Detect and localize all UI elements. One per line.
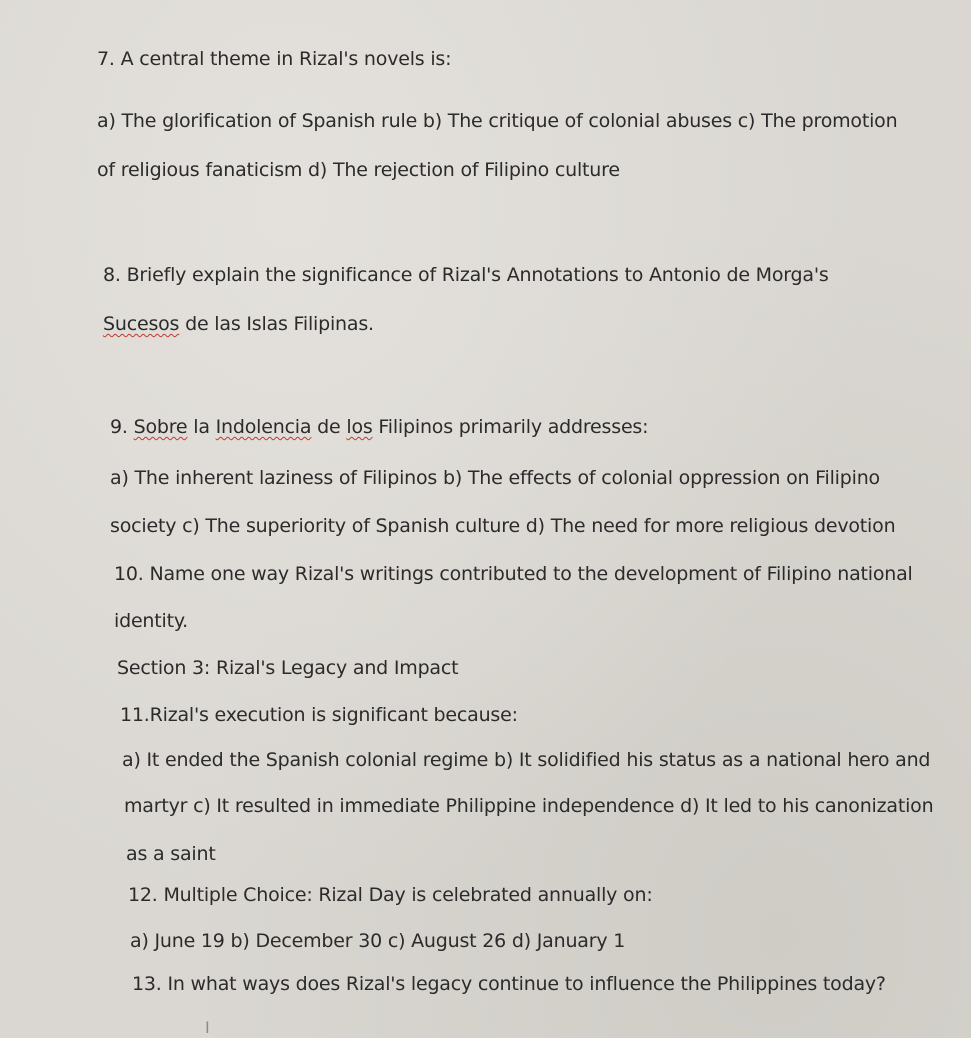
q9-de: de [311,416,347,438]
spellcheck-word-sucesos[interactable]: Sucesos [103,313,180,335]
spellcheck-word-indolencia[interactable]: Indolencia [215,416,312,438]
question-9-options-line-2: society c) The superiority of Spanish culture d) The need for more religious devotion [110,515,896,537]
question-11-options-line-1: a) It ended the Spanish colonial regime b) It solidified his status as a national hero and [122,749,931,771]
q9-la: la [187,416,216,438]
question-9-stem [110,416,648,438]
question-11-options-line-2: martyr c) It resulted in immediate Philippine independence d) It led to his canonization [124,795,934,817]
section-3-heading: Section 3: Rizal's Legacy and Impact [117,657,459,679]
question-12-stem: 12. Multiple Choice: Rizal Day is celebrated annually on: [128,884,653,906]
spellcheck-word-los[interactable]: los [346,416,373,438]
question-7-options-line-1: a) The glorification of Spanish rule b) The critique of colonial abuses c) The promotion [97,110,898,132]
question-8-line-2-rest: de las Islas Filipinas. [179,313,374,335]
question-7-stem: 7. A central theme in Rizal's novels is: [97,48,452,70]
question-10-line-1: 10. Name one way Rizal's writings contributed to the development of Filipino national [114,563,913,585]
question-8-line-2 [103,313,374,335]
question-13-stem: 13. In what ways does Rizal's legacy continue to influence the Philippines today? [132,973,886,995]
text-cursor-icon: I [205,1018,210,1037]
question-7-options-line-2: of religious fanaticism d) The rejection of Filipino culture [97,159,620,181]
question-8-line-1: 8. Briefly explain the significance of Rizal's Annotations to Antonio de Morga's [103,264,829,286]
question-11-options-line-3: as a saint [126,843,216,865]
question-10-line-2: identity. [114,610,189,632]
question-9-options-line-1: a) The inherent laziness of Filipinos b) The effects of colonial oppression on Filipino [110,467,880,489]
question-11-stem: 11.Rizal's execution is significant because: [120,704,518,726]
q9-suffix: Filipinos primarily addresses: [372,416,649,438]
question-12-options: a) June 19 b) December 30 c) August 26 d) January 1 [130,930,626,952]
spellcheck-word-sobre[interactable]: Sobre [133,416,188,438]
q9-prefix: 9. [110,416,134,438]
